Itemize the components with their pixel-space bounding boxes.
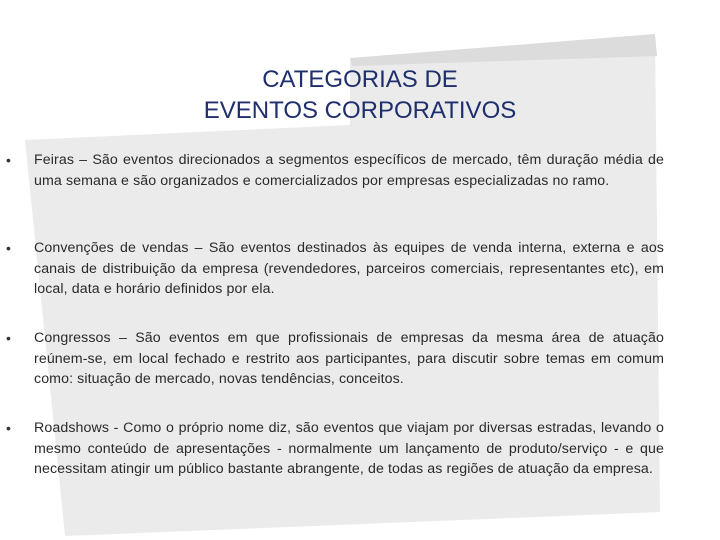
title-line-1: CATEGORIAS DE: [262, 66, 458, 93]
bullet-text-roadshows: Roadshows - Como o próprio nome diz, são eventos que viajam por diversas estradas, levando o mesmo conteúdo de apresentações - normalmente um lançamento de produto/serviço - e que necessitam atingir um público bastante abrangente, de todas as regiões de atuação da empresa.: [34, 420, 664, 477]
bullet-text-congressos: Congressos – São eventos em que profissionais de empresas da mesma área de atuação reúnem-se, em local fechado e restrito aos participantes, para discutir sobre temas em comum como: situação de mercado, novas tendências, conceitos.: [34, 330, 664, 387]
bullet-text-convencoes: Convenções de vendas – São eventos destinados às equipes de venda interna, externa e aos canais de distribuição da empresa (revendedores, parceiros comerciais, representantes etc), em local, data e horário definidos por ela.: [34, 240, 664, 297]
bullet-dot: •: [6, 240, 11, 256]
bullet-dot: •: [6, 420, 11, 436]
bullet-dot: •: [6, 330, 11, 346]
page-title: [120, 64, 600, 126]
bullet-text-feiras: Feiras – São eventos direcionados a segmentos específicos de mercado, têm duração média de uma semana e são organizados e comercializados por empresas especializadas no ramo.: [34, 152, 664, 189]
title-line-2: EVENTOS CORPORATIVOS: [203, 97, 517, 124]
bullet-dot: •: [6, 152, 11, 168]
